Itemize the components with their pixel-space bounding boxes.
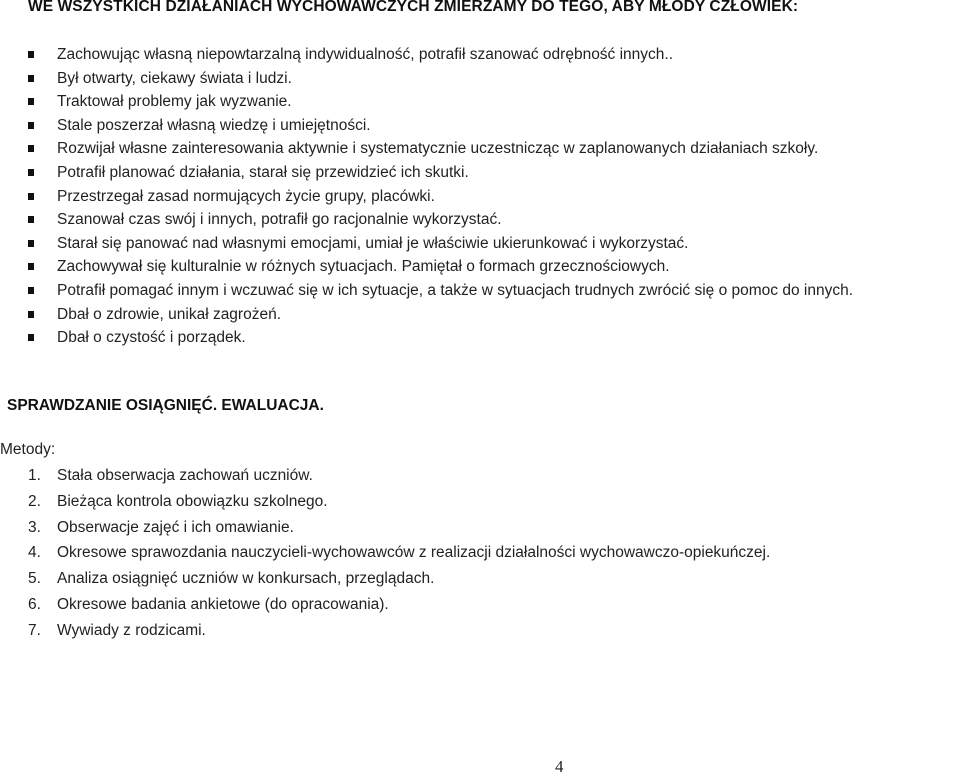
list-item-text: Potrafił pomagać innym i wczuwać się w ich sytuacje, a także w sytuacjach trudnych zwrócić się o pomoc do innych. — [57, 281, 854, 299]
list-item-text: Stale poszerzał własną wiedzę i umiejętności. — [57, 116, 371, 134]
section-heading-evaluation: SPRAWDZANIE OSIĄGNIĘĆ. EWALUACJA. — [7, 397, 324, 414]
list-item-text: Zachowując własną niepowtarzalną indywidualność, potrafił szanować odrębność innych.. — [57, 46, 674, 63]
list-item-text: Bieżąca kontrola obowiązku szkolnego. — [57, 492, 328, 510]
list-item-number: 3. — [28, 518, 41, 536]
square-bullet-icon — [28, 334, 34, 341]
square-bullet-icon — [28, 216, 34, 223]
square-bullet-icon — [28, 240, 34, 247]
square-bullet-icon — [28, 311, 34, 318]
list-item-number: 5. — [28, 570, 41, 588]
list-item-number: 7. — [28, 621, 41, 639]
square-bullet-icon — [28, 122, 34, 129]
list-item-text: Szanował czas swój i innych, potrafił go racjonalnie wykorzystać. — [57, 211, 502, 229]
square-bullet-icon — [28, 287, 34, 294]
list-item-text: Analiza osiągnięć uczniów w konkursach, przeglądach. — [57, 570, 435, 588]
list-item-text: Starał się panować nad własnymi emocjami, umiał je właściwie ukierunkować i wykorzystać. — [57, 234, 689, 252]
list-item-text: Okresowe sprawozdania nauczycieli-wychowawców z realizacji działalności wychowawczo-opiekuńczej. — [57, 544, 771, 562]
list-item-text: Przestrzegał zasad normujących życie grupy, placówki. — [57, 187, 435, 205]
page-number: 4 — [555, 757, 564, 776]
list-item-text: Obserwacje zajęć i ich omawianie. — [57, 518, 294, 536]
list-item-text: Okresowe badania ankietowe (do opracowania). — [57, 595, 389, 613]
square-bullet-icon — [28, 98, 34, 105]
methods-label: Metody: — [0, 441, 56, 458]
square-bullet-icon — [28, 263, 34, 270]
list-item-text: Rozwijał własne zainteresowania aktywnie i systematycznie uczestnicząc w zaplanowanych działaniach szkoły. — [57, 140, 819, 158]
list-item-number: 1. — [28, 467, 41, 484]
square-bullet-icon — [28, 193, 34, 200]
square-bullet-icon — [28, 145, 34, 152]
list-item-text: Dbał o zdrowie, unikał zagrożeń. — [57, 305, 282, 323]
section-heading-goals: WE WSZYSTKICH DZIAŁANIACH WYCHOWAWCZYCH ZMIERZAMY DO TEGO, ABY MŁODY CZŁOWIEK: — [28, 0, 799, 15]
square-bullet-icon — [28, 75, 34, 82]
list-item-number: 2. — [28, 492, 41, 510]
list-item-number: 6. — [28, 595, 41, 613]
list-item-text: Stała obserwacja zachowań uczniów. — [57, 467, 313, 484]
list-item-number: 4. — [28, 544, 41, 562]
list-item-text: Dbał o czystość i porządek. — [57, 329, 246, 347]
list-item-text: Wywiady z rodzicami. — [57, 621, 206, 639]
square-bullet-icon — [28, 169, 34, 176]
list-item-text: Był otwarty, ciekawy świata i ludzi. — [57, 69, 292, 87]
list-item-text: Potrafił planować działania, starał się przewidzieć ich skutki. — [57, 163, 469, 181]
list-item-text: Traktował problemy jak wyzwanie. — [57, 93, 292, 111]
list-item-text: Zachowywał się kulturalnie w różnych sytuacjach. Pamiętał o formach grzecznościowych. — [57, 258, 670, 276]
square-bullet-icon — [28, 51, 34, 58]
